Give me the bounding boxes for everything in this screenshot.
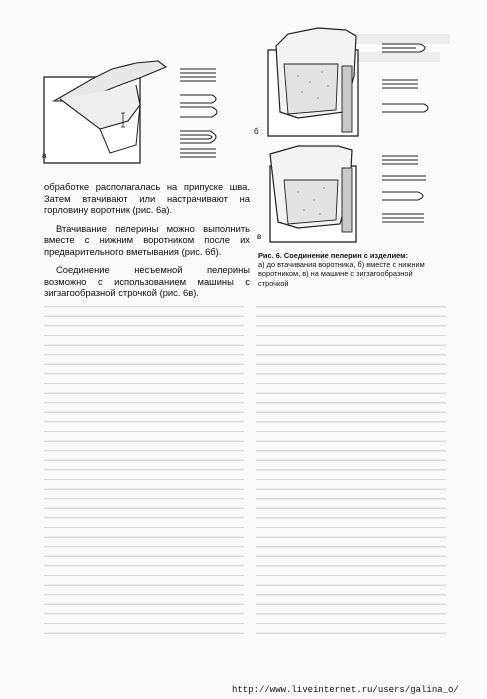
- paragraph-2: Втачивание пелерины можно выполнить вместе с нижним воротником после их предварительного вметывания (рис. 6б).: [44, 222, 250, 257]
- figure-c-illustration: [258, 140, 458, 245]
- figure-b-illustration: [258, 20, 458, 140]
- paragraph-3: Соединение несъемной пелерины возможно с использованием машины с зигзагообразной строчкой (рис. 6в).: [44, 264, 250, 298]
- figure-b-label: б: [254, 127, 259, 136]
- source-url: http://www.liveinternet.ru/users/galina_o/: [232, 685, 459, 695]
- figure-a-illustration: [40, 55, 250, 165]
- caption-line-2: воротником, в) на машине с зигзагообразной: [258, 269, 413, 279]
- bleed-through-text-right: [256, 300, 446, 640]
- caption-line-3: строчкой: [258, 278, 289, 288]
- figure-caption: [258, 251, 426, 288]
- caption-line-1: а) до втачивания воротника, б) вместе с нижним: [258, 260, 425, 270]
- caption-title: Рис. 6. Соединение пелерин с изделием:: [258, 251, 409, 260]
- paragraph-1: обработке располагалась на припуске шва. Затем втачивают или настрачивают на горловину воротник (рис. 6а).: [44, 181, 250, 215]
- bleed-through-text-left: [44, 300, 244, 640]
- figure-a-label: а: [42, 151, 47, 160]
- article-body: [44, 181, 250, 306]
- figure-c-label: в: [257, 232, 262, 241]
